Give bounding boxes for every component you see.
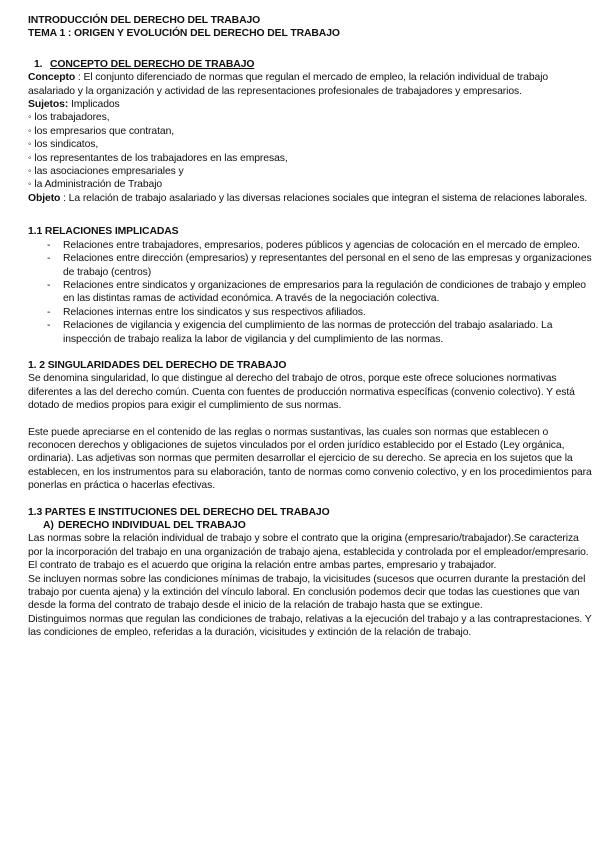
section-1-heading bbox=[28, 58, 594, 71]
relacion-item: - Relaciones internas entre los sindicatos y sus respectivos afiliados. bbox=[28, 306, 594, 319]
concepto-text: : El conjunto diferenciado de normas que regulan el mercado de empleo, la relación individual de trabajo asalariado y la organización y actividad de las representaciones profesionales de trabajadores y empresarios. bbox=[28, 72, 549, 97]
subsection-a-number: A) bbox=[43, 520, 54, 531]
section-1-number: 1. bbox=[34, 58, 43, 70]
sujeto-item: ◦ los empresarios que contratan, bbox=[28, 125, 175, 137]
section-1-1-heading: 1.1 RELACIONES IMPLICADAS bbox=[28, 226, 179, 238]
sujeto-item: ◦ los trabajadores, bbox=[28, 112, 110, 124]
subsection-a-heading bbox=[28, 519, 594, 532]
section-1-2-heading: 1. 2 SINGULARIDADES DEL DERECHO DE TRABAJO bbox=[28, 359, 287, 371]
singularidades-paragraph-2: Este puede apreciarse en el contenido de las reglas o normas sustantivas, las cuales son normas que establecen o reconocen derechos y obligaciones de sujetos vinculados por el orden jurídico establecido por el Estado (Ley orgánica, ordinaria). Las adjetivas son normas que permiten desarrollar el ejercicio de su derecho. Se aprecia en los sujetos que la establecen, en los instrumentos para su elaboración, tanto de normas como convenio colectivo, y en los procedimientos para ponerlas en práctica o hacerlas efectivas. bbox=[28, 426, 592, 492]
sujetos-text: Implicados bbox=[68, 99, 120, 111]
derecho-individual-paragraph-3: Distinguimos normas que regulan las condiciones de trabajo, relativas a la ejecución del trabajo y a las contraprestaciones. Y las condiciones de empleo, referidas a la duración, vicisitudes y extinción de la relación de trabajo. bbox=[28, 613, 592, 639]
objeto-text: : La relación de trabajo asalariado y las diversas relaciones sociales que integran el sistema de relaciones laborales. bbox=[60, 192, 588, 204]
derecho-individual-paragraph-2: Se incluyen normas sobre las condiciones mínimas de trabajo, la vicisitudes (sucesos que ocurren durante la prestación del trabajo por cuenta ajena) y la extinción del vínculo laboral. En conclusión podemos decir que todas las cuestiones que van desde la forma del contrato de trabajo desde el inicio de la relación de trabajo hasta que se extingue. bbox=[28, 573, 586, 612]
sujeto-item: ◦ los sindicatos, bbox=[28, 139, 99, 151]
document-title: INTRODUCCIÓN DEL DERECHO DEL TRABAJO bbox=[28, 15, 261, 26]
relacion-item: - Relaciones entre trabajadores, empresarios, poderes públicos y agencias de colocación en el mercado de empleo. bbox=[28, 239, 594, 252]
objeto-label: Objeto bbox=[28, 192, 61, 204]
sujetos-label: Sujetos: bbox=[28, 99, 69, 111]
sujetos-paragraph bbox=[28, 98, 594, 111]
section-1-title: CONCEPTO DEL DERECHO DE TRABAJO bbox=[50, 58, 255, 70]
relaciones-list bbox=[28, 239, 594, 346]
sujeto-item: ◦ los representantes de los trabajadores en las empresas, bbox=[28, 152, 288, 164]
section-1-3-heading: 1.3 PARTES E INSTITUCIONES DEL DERECHO DEL TRABAJO bbox=[28, 506, 330, 518]
relacion-item: - Relaciones entre sindicatos y organizaciones de empresarios para la regulación de condiciones de trabajo y empleo en las distintas ramas de actividad económica. A través de la negociación colectiva. bbox=[28, 279, 594, 306]
sujeto-item: ◦ las asociaciones empresariales y bbox=[28, 166, 184, 178]
document-page bbox=[28, 14, 594, 640]
topic-title: TEMA 1 : ORIGEN Y EVOLUCIÓN DEL DERECHO DEL TRABAJO bbox=[28, 28, 340, 40]
concepto-label: Concepto bbox=[28, 72, 76, 84]
subsection-a-title: DERECHO INDIVIDUAL DEL TRABAJO bbox=[58, 520, 246, 531]
sujeto-item: ◦ la Administración de Trabajo bbox=[28, 179, 163, 191]
relacion-item: - Relaciones de vigilancia y exigencia del cumplimiento de las normas de protección del trabajo asalariado. La inspección de trabajo realiza la labor de vigilancia y del cumplimiento de las normas. bbox=[28, 319, 594, 346]
objeto-paragraph bbox=[28, 192, 594, 205]
relacion-item: - Relaciones entre dirección (empresarios) y representantes del personal en el seno de las empresas y organizaciones de trabajo (centros) bbox=[28, 252, 594, 279]
singularidades-paragraph-1: Se denomina singularidad, lo que distingue al derecho del trabajo de otros, porque este ofrece soluciones normativas diferentes a las del derecho común. Cuenta con fuentes de producción normativa específicas (convenio colectivo). Y está dotado de medios propios para exigir el cumplimiento de sus normas. bbox=[28, 373, 575, 412]
concepto-paragraph bbox=[28, 71, 594, 98]
derecho-individual-paragraph-1: Las normas sobre la relación individual de trabajo y sobre el contrato que la origina (empresario/trabajador).Se caracteriza por la incorporación del trabajo en una organización de trabajo ajena, establecida y controlada por el empleador/empresario. El contrato de trabajo es el acuerdo que origina la relación entre ambas partes, empresario y trabajador. bbox=[28, 533, 589, 572]
